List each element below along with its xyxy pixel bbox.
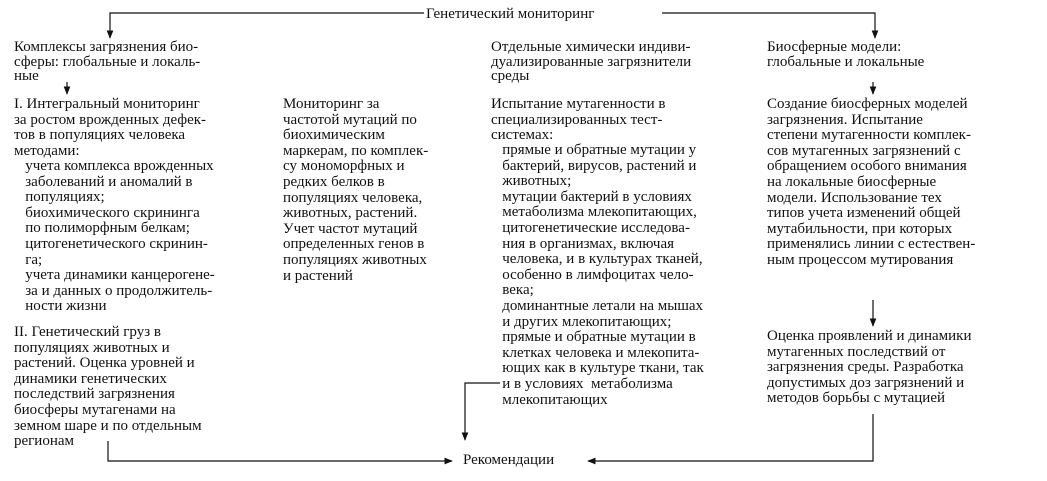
col4-header: Биосферные модели: глобальные и локальные xyxy=(767,39,925,70)
recommendations-label: Рекомендации xyxy=(463,452,555,468)
col1-integral-monitoring: I. Интегральный мониторинг за ростом врожденных дефек- тов в популяциях человека методами: xyxy=(14,96,207,159)
col1-genetic-load: II. Генетический груз в популяциях животных и растений. Оценка уровней и динамики генетических последствий загрязнения биосферы мутагенами на земном шаре и по отдельным регионам xyxy=(14,324,202,450)
col3-mutagenicity-testing: Испытание мутагенности в специализированных тест- системах: xyxy=(491,96,666,144)
col4-biosphere-models: Создание биосферных моделей загрязнения. Испытание степени мутагенности комплек- сов мутагенных загрязнений с обращением особого внимания на локальные биосферные модели. Использование тех типов учета изменений общей мутабильности, при которых применялись линии с естествен- ным процессом мутирования xyxy=(767,96,976,268)
col1-method-list: учета комплекса врожденных заболеваний и аномалий в популяциях; биохимического скрининга по полиморфным белкам; цитогенетического скринин- га; учета динамики канцерогене- за и данных о продолжитель- ности жизни xyxy=(25,158,215,315)
diagram-title: Генетический мониторинг xyxy=(426,6,595,22)
col3-test-list: прямые и обратные мутации у бактерий, вирусов, растений и животных; мутации бактерий в условиях метаболизма млекопитающих, цитогенетические исследова- ния в организмах, включая человека, и в культурах тканей, особенно в лимфоцитах чело- века; доминантные летали на мышах и других млекопитающих; прямые и обратные мутации в клетках человека и млекопита- ющих как в культуре ткани, так и в условиях метаболизма млекопитающих xyxy=(502,142,704,408)
col2-mutation-monitoring: Мониторинг за частотой мутаций по биохимическим маркерам, по комплек- су мономорфных и редких белков в популяциях человека, животных, растений. Учет частот мутаций определенных генов в популяциях животных и растений xyxy=(283,96,429,284)
col3-header: Отдельные химически индиви- дуализированные загрязнители среды xyxy=(491,39,692,84)
title-to-col1-arrow xyxy=(110,13,424,38)
col4-assessment: Оценка проявлений и динамики мутагенных последствий от загрязнения среды. Разработка допустимых доз загрязнений и методов борьбы с мутацией xyxy=(767,328,972,407)
col1-header: Комплексы загрязнения био- сферы: глобальные и локаль- ные xyxy=(14,39,201,84)
col4-to-footer-arrow xyxy=(588,414,873,461)
title-to-col4-arrow xyxy=(662,13,875,38)
